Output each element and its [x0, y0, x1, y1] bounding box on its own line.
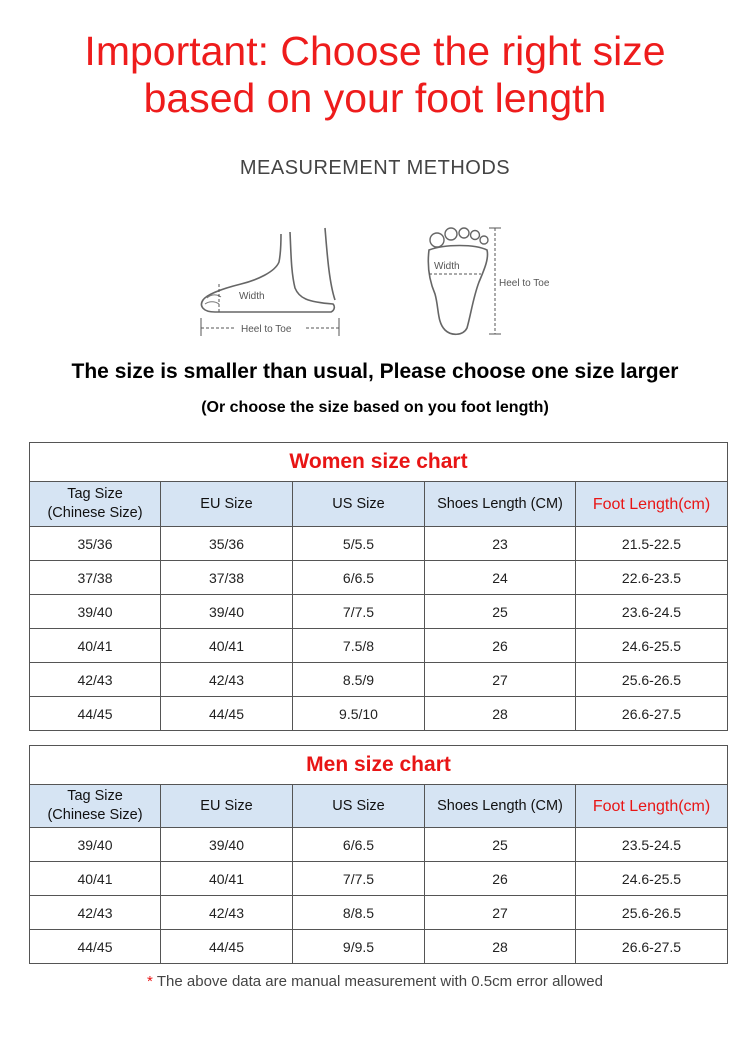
table-row — [30, 896, 728, 930]
col-header-shoes-length: Shoes Length (CM) — [425, 785, 576, 828]
headline-line-2: based on your foot length — [143, 75, 607, 121]
table-cell: 40/41 — [161, 862, 293, 896]
sole-length-label: Heel to Toe — [499, 278, 550, 289]
table-cell: 27 — [425, 663, 576, 697]
col-header-tag-size — [30, 785, 161, 828]
men-size-chart-title: Men size chart — [30, 746, 728, 785]
table-cell: 23.6-24.5 — [576, 595, 728, 629]
col-header-shoes-length: Shoes Length (CM) — [425, 482, 576, 527]
women-size-table — [29, 442, 728, 731]
table-cell: 44/45 — [30, 930, 161, 964]
women-size-chart-title: Women size chart — [30, 443, 728, 482]
table-row — [30, 527, 728, 561]
col-header-us-size: US Size — [293, 785, 425, 828]
measurement-methods-title: MEASUREMENT METHODS — [239, 157, 511, 179]
col-header-us-size: US Size — [293, 482, 425, 527]
col-header-eu-size: EU Size — [161, 785, 293, 828]
table-cell: 7.5/8 — [293, 629, 425, 663]
table-cell: 8/8.5 — [293, 896, 425, 930]
side-length-label: Heel to Toe — [241, 324, 292, 335]
table-cell: 37/38 — [161, 561, 293, 595]
footnote — [0, 973, 750, 990]
table-cell: 24 — [425, 561, 576, 595]
table-cell: 6/6.5 — [293, 561, 425, 595]
table-cell: 35/36 — [161, 527, 293, 561]
table-cell: 35/36 — [30, 527, 161, 561]
table-cell: 44/45 — [161, 930, 293, 964]
footnote-star: * — [147, 973, 153, 990]
foot-side-illustration — [195, 222, 345, 345]
table-cell: 26 — [425, 862, 576, 896]
table-cell: 28 — [425, 697, 576, 731]
headline-line-1: Important: Choose the right size — [84, 28, 666, 74]
headline — [0, 28, 750, 122]
table-cell: 26 — [425, 629, 576, 663]
table-header-row — [30, 785, 728, 828]
table-cell: 25 — [425, 595, 576, 629]
table-cell: 22.6-23.5 — [576, 561, 728, 595]
footnote-text: The above data are manual measurement with 0.5cm error allowed — [156, 973, 603, 990]
table-cell: 6/6.5 — [293, 828, 425, 862]
table-cell: 27 — [425, 896, 576, 930]
table-cell: 28 — [425, 930, 576, 964]
table-cell: 24.6-25.5 — [576, 862, 728, 896]
table-row — [30, 629, 728, 663]
table-cell: 40/41 — [30, 862, 161, 896]
table-cell: 8.5/9 — [293, 663, 425, 697]
table-cell: 44/45 — [161, 697, 293, 731]
col-header-foot-length: Foot Length(cm) — [576, 785, 728, 828]
foot-sole-illustration — [415, 222, 565, 345]
table-cell: 5/5.5 — [293, 527, 425, 561]
men-size-table — [29, 745, 728, 964]
table-row — [30, 862, 728, 896]
tag-size-line-1: Tag Size — [67, 486, 123, 502]
table-cell: 25 — [425, 828, 576, 862]
table-cell: 40/41 — [161, 629, 293, 663]
col-header-tag-size — [30, 482, 161, 527]
size-notice-sub: (Or choose the size based on you foot length) — [201, 399, 549, 416]
tag-size-line-2: (Chinese Size) — [47, 807, 143, 823]
table-cell: 21.5-22.5 — [576, 527, 728, 561]
table-cell: 42/43 — [161, 663, 293, 697]
table-cell: 7/7.5 — [293, 595, 425, 629]
table-row — [30, 828, 728, 862]
col-header-eu-size: EU Size — [161, 482, 293, 527]
table-cell: 7/7.5 — [293, 862, 425, 896]
table-row — [30, 697, 728, 731]
table-cell: 42/43 — [161, 896, 293, 930]
table-cell: 42/43 — [30, 663, 161, 697]
table-cell: 23.5-24.5 — [576, 828, 728, 862]
table-cell: 9.5/10 — [293, 697, 425, 731]
table-cell: 26.6-27.5 — [576, 930, 728, 964]
size-notice: The size is smaller than usual, Please choose one size larger — [71, 360, 679, 383]
table-row — [30, 595, 728, 629]
table-cell: 37/38 — [30, 561, 161, 595]
table-row — [30, 663, 728, 697]
table-row — [30, 930, 728, 964]
table-cell: 39/40 — [161, 828, 293, 862]
tag-size-line-1: Tag Size — [67, 788, 123, 804]
table-cell: 26.6-27.5 — [576, 697, 728, 731]
side-width-label: Width — [239, 291, 265, 302]
table-cell: 42/43 — [30, 896, 161, 930]
table-cell: 40/41 — [30, 629, 161, 663]
sole-width-label: Width — [434, 261, 460, 272]
table-header-row — [30, 482, 728, 527]
table-cell: 24.6-25.5 — [576, 629, 728, 663]
col-header-foot-length: Foot Length(cm) — [576, 482, 728, 527]
table-cell: 25.6-26.5 — [576, 896, 728, 930]
table-cell: 9/9.5 — [293, 930, 425, 964]
table-cell: 39/40 — [161, 595, 293, 629]
table-cell: 44/45 — [30, 697, 161, 731]
table-cell: 39/40 — [30, 595, 161, 629]
tag-size-line-2: (Chinese Size) — [47, 505, 143, 521]
table-cell: 23 — [425, 527, 576, 561]
table-row — [30, 561, 728, 595]
table-cell: 39/40 — [30, 828, 161, 862]
table-cell: 25.6-26.5 — [576, 663, 728, 697]
